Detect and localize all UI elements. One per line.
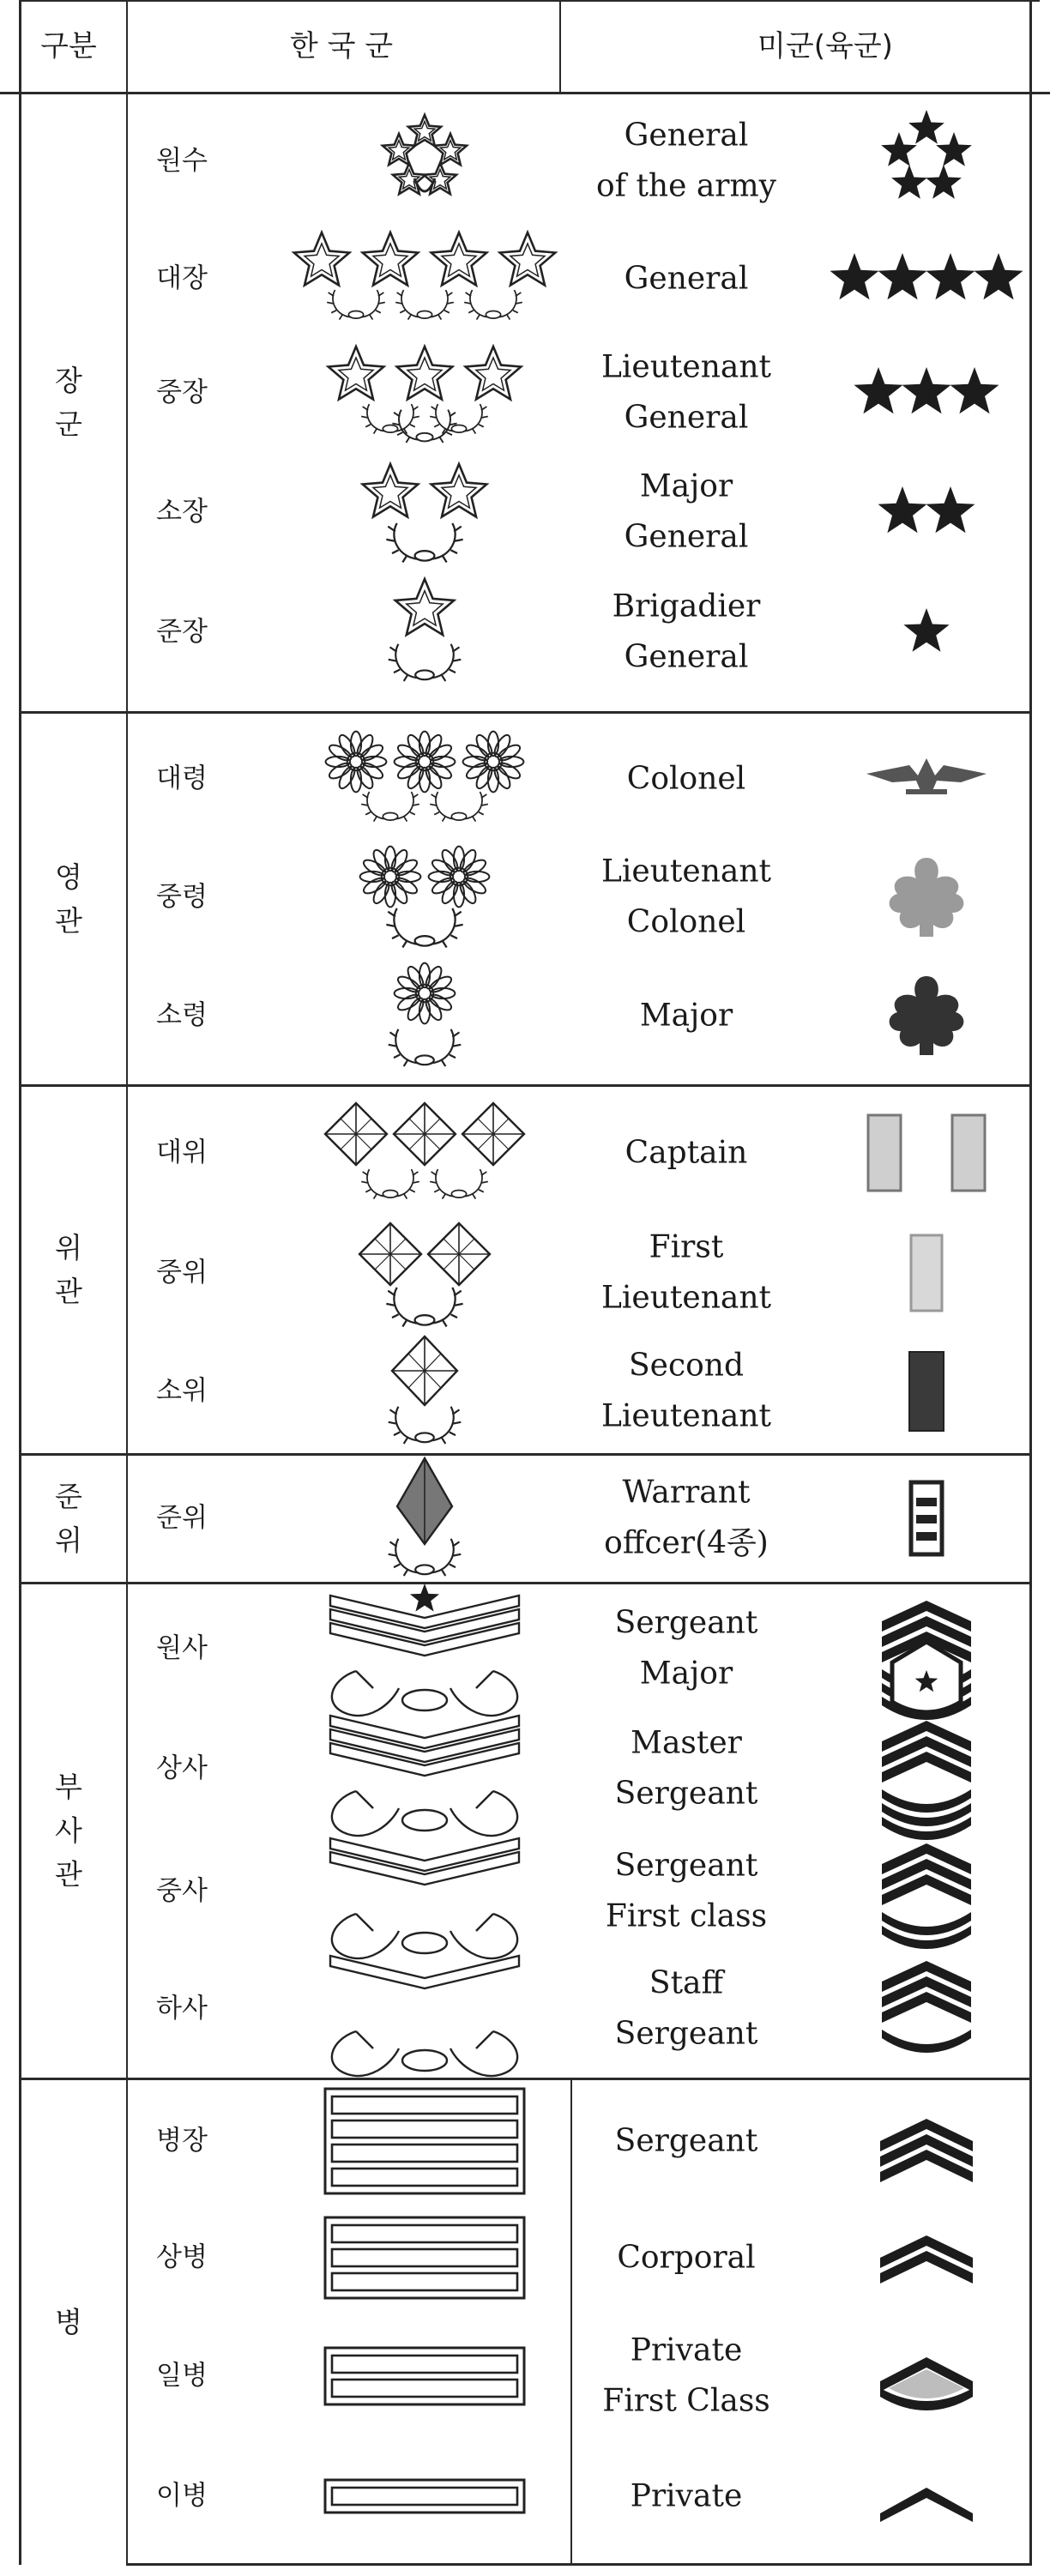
us-rank-name — [601, 342, 771, 444]
us-rank-name-line: Private — [630, 2478, 743, 2514]
us-rank-name — [601, 1222, 771, 1324]
korean-rank-name: 상사 — [156, 1753, 208, 1784]
three-stars-icon — [824, 329, 1029, 457]
us-rank-name — [601, 1341, 771, 1443]
one-blossom-wreath-icon — [296, 943, 553, 1089]
korean-rank-name: 중위 — [156, 1257, 208, 1288]
one-diamond-wreath-icon — [296, 1318, 553, 1464]
us-rank-name-line: Private — [630, 2332, 743, 2368]
one-bar-badge-icon — [296, 2423, 553, 2569]
header-category: 구분 — [40, 29, 97, 63]
two-chevrons-icon — [824, 2193, 1029, 2322]
korean-rank-name: 대령 — [156, 763, 208, 794]
table-right-border — [1029, 0, 1032, 2565]
us-rank-name-line: Lieutenant — [601, 1281, 771, 1316]
us-rank-name-line: Master — [631, 1725, 742, 1761]
sergeant-first-class-chevron-icon — [824, 1827, 1029, 1956]
category-label: 장 군 — [55, 363, 82, 441]
korean-rank-name: 상병 — [156, 2241, 208, 2273]
chevron-rocker-icon — [824, 2312, 1029, 2440]
us-rank-name — [615, 1598, 758, 1700]
warrant-diamond-wreath-icon — [296, 1445, 553, 1591]
us-rank-name — [625, 253, 749, 304]
us-rank-name-line: Colonel — [626, 905, 746, 940]
sergeant-major-chevron-star-icon — [824, 1584, 1029, 1713]
us-rank-name-line: Second — [628, 1348, 745, 1384]
five-star-pentagon-icon — [824, 97, 1029, 226]
staff-sergeant-chevron-icon — [824, 1945, 1029, 2073]
korean-rank-name: 소위 — [156, 1375, 208, 1407]
silver-oak-leaf-icon — [824, 833, 1029, 962]
us-rank-name-line: First — [649, 1229, 724, 1265]
us-rank-name-line: Warrant — [622, 1475, 751, 1511]
us-rank-name — [615, 1958, 758, 2060]
korean-rank-name: 대위 — [156, 1137, 208, 1168]
gold-oak-leaf-icon — [824, 951, 1029, 1080]
korean-rank-name: 준위 — [156, 1502, 208, 1534]
category-label: 준 위 — [55, 1479, 82, 1557]
us-rank-name-line: General — [624, 520, 749, 555]
us-rank-name-line: General — [624, 261, 749, 297]
us-rank-name-line: Major — [639, 468, 733, 504]
enlisted-section-divider — [570, 2078, 572, 2565]
us-rank-name-line: offcer(4종) — [604, 1526, 769, 1561]
table-top-border — [19, 0, 1040, 2]
us-rank-name-line: Lieutenant — [601, 854, 771, 890]
us-rank-name — [615, 2115, 758, 2166]
us-rank-name — [596, 111, 776, 213]
one-star-icon — [824, 568, 1029, 697]
one-chevron-wreath-icon — [296, 1936, 553, 2082]
category-label: 위 관 — [55, 1230, 82, 1308]
us-rank-name-line: Sergeant — [614, 1848, 758, 1884]
korean-rank-name: 병장 — [156, 2125, 208, 2157]
header-korean-army: 한 국 군 — [289, 29, 394, 63]
us-rank-name — [625, 462, 749, 564]
one-gold-bar-icon — [824, 1327, 1029, 1456]
us-rank-name-line: of the army — [596, 169, 776, 204]
us-rank-name — [615, 1718, 758, 1820]
one-silver-bar-icon — [824, 1209, 1029, 1337]
korean-rank-name: 소령 — [156, 999, 208, 1031]
us-rank-name — [604, 1468, 769, 1570]
korean-rank-name: 중장 — [156, 377, 208, 408]
us-rank-name-line: Sergeant — [614, 1777, 758, 1812]
two-stars-icon — [824, 448, 1029, 576]
us-rank-name — [617, 2232, 755, 2283]
korean-rank-name: 원수 — [156, 145, 208, 177]
us-rank-name — [631, 2470, 743, 2521]
one-chevron-icon — [824, 2432, 1029, 2561]
korean-rank-name: 대장 — [156, 262, 208, 294]
us-rank-name — [625, 1127, 748, 1178]
us-rank-name — [640, 990, 733, 1041]
us-rank-name-line: General — [624, 640, 749, 675]
two-silver-bars-icon — [824, 1089, 1029, 1217]
us-rank-name-line: Major — [639, 1656, 733, 1692]
table-bottom-border — [126, 2563, 1032, 2566]
us-rank-name — [606, 1841, 767, 1943]
us-rank-name-line: Sergeant — [614, 2123, 758, 2159]
us-rank-name-line: Lieutenant — [601, 1399, 771, 1434]
us-rank-name-line: General — [624, 401, 749, 436]
us-rank-name-line: Major — [639, 998, 733, 1034]
us-rank-name-line: Brigadier — [612, 588, 761, 624]
korean-rank-name: 원사 — [156, 1632, 208, 1664]
header-column-divider — [559, 0, 561, 92]
table-left-border — [19, 0, 21, 2565]
us-rank-name-line: Sergeant — [614, 2017, 758, 2052]
korean-rank-name: 이병 — [156, 2480, 208, 2512]
korean-rank-name: 준장 — [156, 616, 208, 648]
us-rank-name-line: Staff — [649, 1965, 724, 2001]
header-us-army: 미군(육군) — [757, 29, 893, 63]
category-label: 병 — [55, 2304, 82, 2338]
category-column-divider — [126, 0, 128, 2565]
us-rank-name-line: First class — [605, 1899, 768, 1934]
four-stars-icon — [824, 214, 1029, 343]
korean-rank-name: 소장 — [156, 496, 208, 528]
category-label: 부 사 관 — [55, 1770, 82, 1891]
us-rank-name-line: General — [624, 118, 749, 154]
three-chevrons-icon — [824, 2077, 1029, 2205]
us-rank-name-line: Sergeant — [614, 1605, 758, 1641]
us-rank-name-line: First Class — [602, 2384, 770, 2419]
one-star-wreath-icon — [296, 559, 553, 705]
korean-rank-name: 하사 — [156, 1993, 208, 2024]
us-rank-name-line: Colonel — [626, 761, 746, 797]
us-rank-name — [601, 847, 771, 949]
us-rank-name — [602, 2326, 770, 2428]
us-rank-name-line: Corporal — [617, 2240, 756, 2276]
warrant-bar-icon — [824, 1454, 1029, 1583]
us-rank-name-line: Captain — [625, 1135, 748, 1171]
korean-rank-name: 일병 — [156, 2360, 208, 2392]
category-label: 영 관 — [55, 860, 82, 938]
eagle-icon — [824, 715, 1029, 843]
us-rank-name — [612, 582, 761, 684]
us-rank-name — [627, 753, 745, 804]
master-sergeant-chevron-icon — [824, 1704, 1029, 1833]
us-rank-name-line: Lieutenant — [601, 349, 771, 385]
korean-rank-name: 중사 — [156, 1875, 208, 1907]
korean-rank-name: 중령 — [156, 881, 208, 913]
